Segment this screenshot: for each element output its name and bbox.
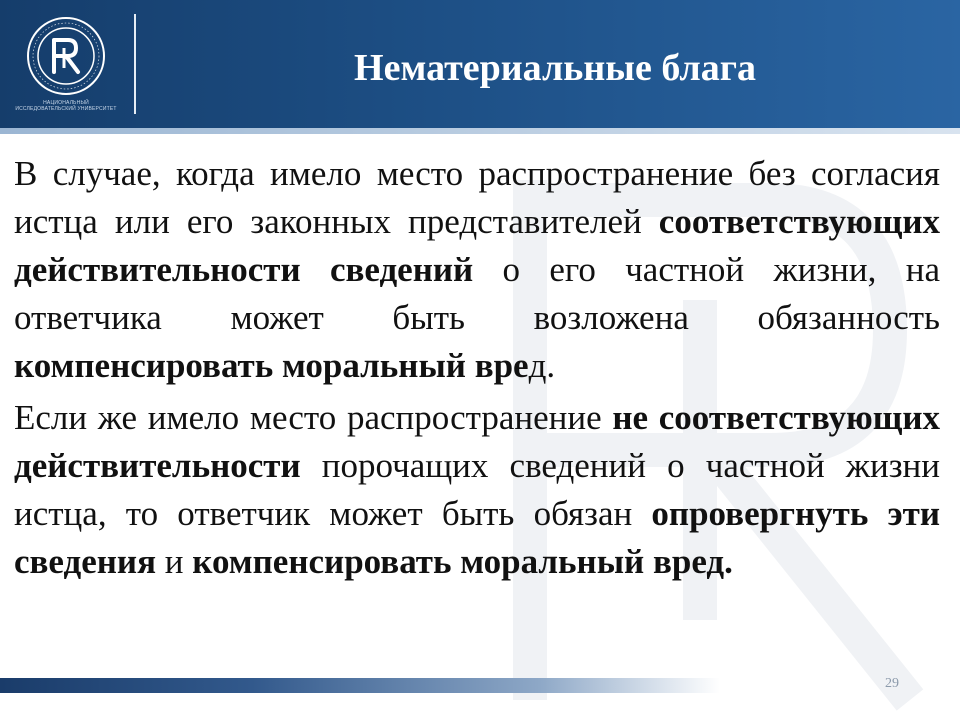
university-logo-icon [26,16,106,96]
slide-body [14,150,940,586]
logo-caption: НАЦИОНАЛЬНЫЙ ИССЛЕДОВАТЕЛЬСКИЙ УНИВЕРСИТЕТ [15,100,117,112]
paragraph-second [14,394,940,586]
paragraph-first [14,150,940,390]
page-number: 29 [885,676,899,691]
text-segment: порочащих сведений о частной жизни истца, то ответчик может быть обязан [14,446,940,533]
text-segment: Если же имело место распространение [14,398,613,437]
header-divider [134,14,136,114]
text-segment: и [156,542,193,581]
bold-text: компенсировать моральный вред. [192,542,733,581]
text-segment: д. [528,346,556,385]
bold-text: опровергнуть эти сведения [14,494,941,581]
slide-header [0,0,960,128]
bold-text: не соответствующих действительности [14,398,940,485]
bold-text: компенсировать моральный вре [14,346,529,385]
text-segment: о его частной жизни, на ответчика может быть возложена обязанность [14,250,940,337]
text-segment: В случае, когда имело место распространение без согласия истца или его законных представителей [14,154,940,241]
slide-title: Нематериальные блага [354,47,756,89]
bold-text: соответствующих действительности сведений [14,202,940,289]
footer-bar [0,678,720,693]
header-underline [0,128,960,134]
